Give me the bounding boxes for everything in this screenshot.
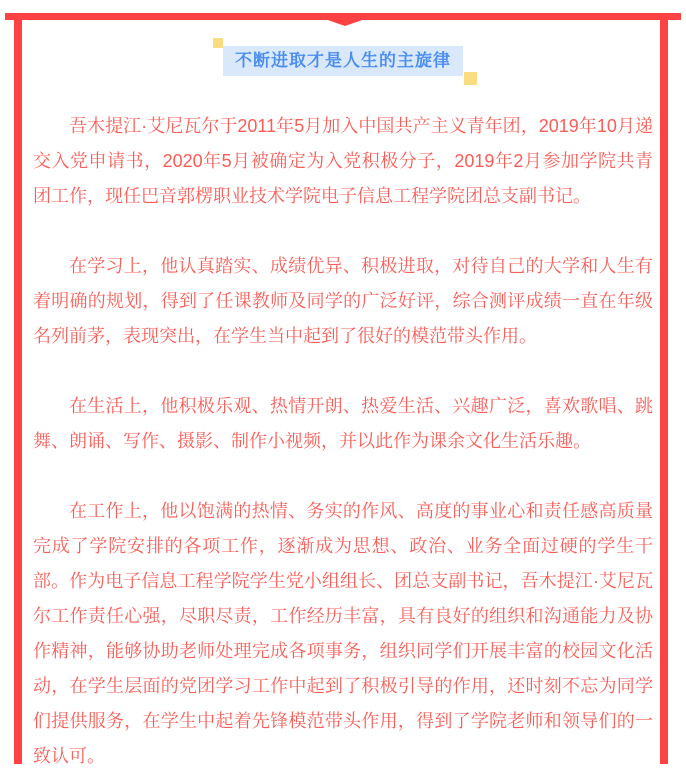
page-title: 不断进取才是人生的主旋律 — [235, 51, 451, 70]
title-badge — [223, 46, 463, 76]
article-body — [33, 109, 653, 774]
accent-square-bottom-right-icon — [464, 72, 477, 85]
accent-square-top-left-icon — [213, 38, 223, 48]
title-badge-row — [33, 46, 653, 76]
article-paragraph: 在学习上，他认真踏实、成绩优异、积极进取，对待自己的大学和人生有着明确的规划，得到了任课教师及同学的广泛好评，综合测评成绩一直在年级名列前茅，表现突出，在学生当中起到了很好的模范带头作用。 — [33, 256, 653, 346]
article-paragraph: 在生活上，他积极乐观、热情开朗、热爱生活、兴趣广泛，喜欢歌唱、跳舞、朗诵、写作、摄影、制作小视频，并以此作为课余文化生活乐趣。 — [33, 396, 653, 451]
article-paragraph: 吾木提江·艾尼瓦尔于2011年5月加入中国共产主义青年团，2019年10月递交入党申请书，2020年5月被确定为入党积极分子，2019年2月参加学院共青团工作，现任巴音郭楞职业技术学院电子信息工程学院团总支副书记。 — [33, 116, 653, 206]
article-paragraph: 在工作上，他以饱满的热情、务实的作风、高度的事业心和责任感高质量完成了学院安排的各项工作，逐渐成为思想、政治、业务全面过硬的学生干部。作为电子信息工程学院学生党小组组长、团总支副书记，吾木提江·艾尼瓦尔工作责任心强，尽职尽责，工作经历丰富，具有良好的组织和沟通能力及协作精神，能够协助老师处理完成各项事务，组织同学们开展丰富的校园文化活动，在学生层面的党团学习工作中起到了积极引导的作用，还时刻不忘为同学们提供服务，在学生中起着先锋模范带头作用，得到了学院老师和领导们的一致认可。 — [33, 501, 653, 766]
